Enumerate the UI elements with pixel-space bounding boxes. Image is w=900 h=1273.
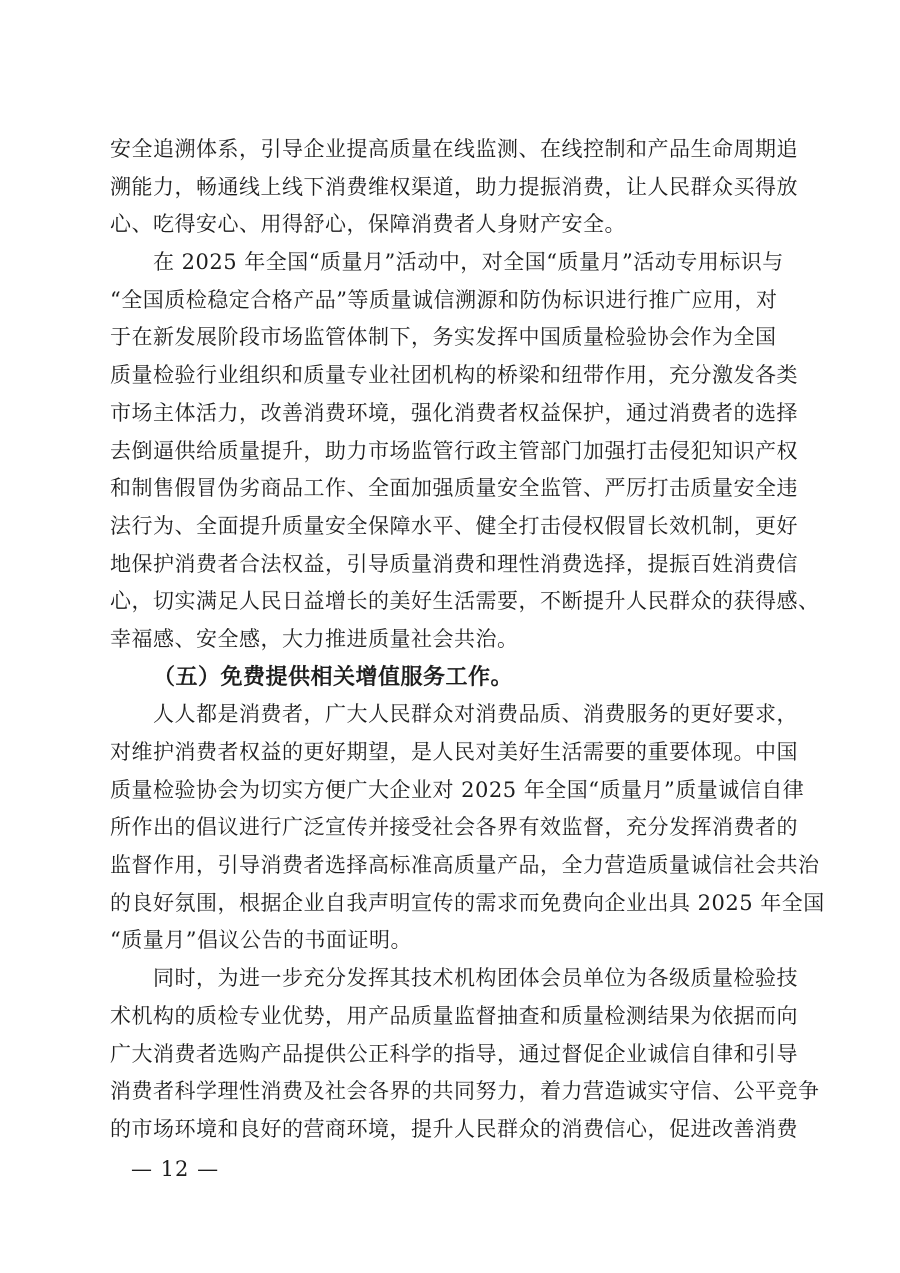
text-line: 术机构的质检专业优势，用产品质量监督抽查和质量检测结果为依据而向 bbox=[110, 1003, 798, 1028]
text-line: 法行为、全面提升质量安全保障水平、健全打击侵权假冒长效机制，更好 bbox=[110, 513, 798, 538]
text-line: 广大消费者选购产品提供公正科学的指导，通过督促企业诚信自律和引导 bbox=[110, 1041, 798, 1066]
text-line: 对维护消费者权益的更好期望，是人民对美好生活需要的重要体现。中国 bbox=[110, 740, 798, 764]
text-line: 安全追溯体系，引导企业提高质量在线监测、在线控制和产品生命周期追 bbox=[110, 137, 798, 161]
text-line: 的市场环境和良好的营商环境，提升人民群众的消费信心，促进改善消费 bbox=[110, 1116, 798, 1141]
text-line: 于在新发展阶段市场监管体制下，务实发挥中国质量检验协会作为全国 bbox=[110, 325, 777, 350]
text-line: 幸福感、安全感，大力推进质量社会共治。 bbox=[110, 626, 519, 651]
document-body bbox=[110, 131, 825, 1149]
text-line: 监督作用，引导消费者选择高标准高质量产品，全力营造质量诚信社会共治 bbox=[110, 853, 820, 878]
text-line: 心、吃得安心、用得舒心，保障消费者人身财产安全。 bbox=[110, 212, 626, 237]
text-line: 地保护消费者合法权益，引导质量消费和理性消费选择，提振百姓消费信 bbox=[110, 551, 798, 576]
text-line: 同时，为进一步充分发挥其技术机构团体会员单位为各级质量检验技 bbox=[153, 966, 798, 991]
page-number: — 12 — bbox=[131, 1157, 220, 1181]
text-line: “全国质检稳定合格产品”等质量诚信溯源和防伪标识进行推广应用，对 bbox=[110, 287, 778, 312]
text-line: “质量月”倡议公告的书面证明。 bbox=[110, 928, 412, 953]
text-line: 心，切实满足人民日益增长的美好生活需要，不断提升人民群众的获得感、 bbox=[110, 589, 820, 614]
text-line: 去倒逼供给质量提升，助力市场监管行政主管部门加强打击侵犯知识产权 bbox=[110, 438, 798, 463]
text-line: 市场主体活力，改善消费环境，强化消费者权益保护，通过消费者的选择 bbox=[110, 400, 798, 425]
text-line: 在 2025 年全国“质量月”活动中，对全国“质量月”活动专用标识与 bbox=[153, 250, 784, 275]
text-line: 质量检验协会为切实方便广大企业对 2025 年全国“质量月”质量诚信自律 bbox=[110, 777, 805, 802]
text-line: 消费者科学理性消费及社会各界的共同努力，着力营造诚实守信、公平竞争 bbox=[110, 1079, 820, 1104]
text-line: 的良好氛围，根据企业自我声明宣传的需求而免费向企业出具 2025 年全国 bbox=[110, 890, 825, 915]
text-line: 人人都是消费者，广大人民群众对消费品质、消费服务的更好要求， bbox=[153, 702, 798, 727]
text-line: 和制售假冒伪劣商品工作、全面加强质量安全监管、严厉打击质量安全违 bbox=[110, 476, 798, 501]
text-line: 质量检验行业组织和质量专业社团机构的桥梁和纽带作用，充分激发各类 bbox=[110, 363, 798, 388]
text-line: 所作出的倡议进行广泛宣传并接受社会各界有效监督，充分发挥消费者的 bbox=[110, 815, 798, 840]
heading-line: （五）免费提供相关增值服务工作。 bbox=[153, 663, 514, 690]
text-line: 溯能力，畅通线上线下消费维权渠道，助力提振消费，让人民群众买得放 bbox=[110, 174, 798, 199]
